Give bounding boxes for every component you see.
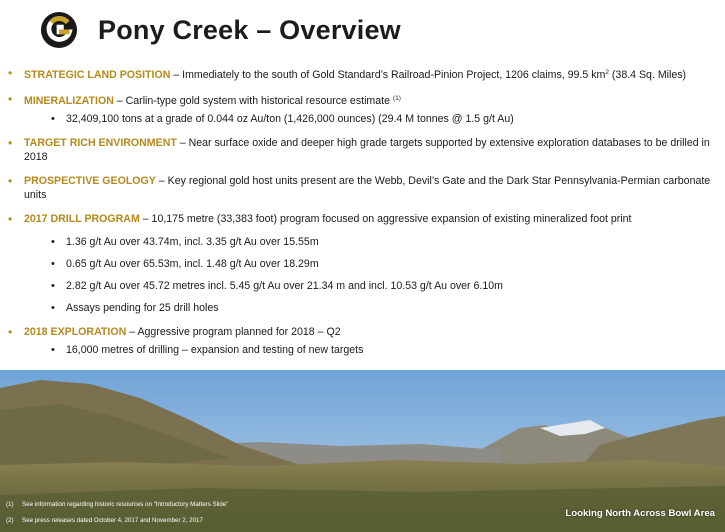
bullet-superscript: 2 bbox=[605, 69, 609, 76]
bullet-keyword: PROSPECTIVE GEOLOGY bbox=[24, 175, 156, 187]
footnote-text: See information regarding historic resources on “Introductory Matters Slide” bbox=[22, 501, 229, 508]
sub-bullet-item: • 1.36 g/t Au over 43.74m, incl. 3.35 g/t Au over 15.55m bbox=[24, 235, 720, 249]
bullet-keyword: TARGET RICH ENVIRONMENT bbox=[24, 137, 177, 149]
sub-bullet-item: • 16,000 metres of drilling – expansion and testing of new targets bbox=[24, 343, 720, 357]
footnote-number: (1) bbox=[6, 501, 14, 508]
bullet-text: – Aggressive program planned for 2018 – Q2 bbox=[126, 326, 341, 338]
bullet-item bbox=[8, 212, 720, 315]
bullet-item bbox=[8, 174, 720, 202]
bullet-superscript: (1) bbox=[392, 95, 401, 102]
sub-bullet-item: • 0.65 g/t Au over 65.53m, incl. 1.48 g/t Au over 18.29m bbox=[24, 257, 720, 271]
footnote-number: (2) bbox=[6, 517, 14, 524]
bullet-text: – Key regional gold host units present are the Webb, Devil’s Gate and the Dark Star Pennsylvania-Permian carbonate units bbox=[24, 175, 711, 201]
bullet-text: – Carlin-type gold system with historical resource estimate bbox=[113, 95, 393, 107]
photo-caption: Looking North Across Bowl Area bbox=[565, 508, 715, 519]
bullet-keyword: STRATEGIC LAND POSITION bbox=[24, 69, 171, 81]
bullet-item bbox=[8, 325, 720, 357]
sub-bullet-item: • 2.82 g/t Au over 45.72 metres incl. 5.45 g/t Au over 21.34 m and incl. 10.53 g/t Au over 6.10m bbox=[24, 279, 720, 293]
footnote-text: See press releases dated October 4, 2017 and November 2, 2017 bbox=[22, 517, 203, 524]
bullet-text: – Near surface oxide and deeper high grade targets supported by extensive exploration databases to be drilled in 2018 bbox=[24, 137, 710, 163]
bullet-keyword: MINERALIZATION bbox=[24, 95, 114, 107]
sub-bullet-item: • 32,409,100 tons at a grade of 0.044 oz Au/ton (1,426,000 ounces) (29.4 M tonnes @ 1.5 g/t Au) bbox=[24, 112, 720, 126]
page-title: Pony Creek – Overview bbox=[98, 14, 401, 45]
bullet-text: – Immediately to the south of Gold Standard’s Railroad-Pinion Project, 1206 claims, 99.5 km bbox=[170, 69, 606, 81]
overview-bullet-list bbox=[8, 66, 720, 367]
gold-standard-logo-icon bbox=[40, 11, 78, 49]
bullet-item bbox=[8, 136, 720, 164]
footnote-1 bbox=[6, 501, 228, 508]
bullet-item bbox=[8, 92, 720, 126]
sub-bullet-item: • Assays pending for 25 drill holes bbox=[24, 301, 720, 315]
bullet-text: – 10,175 metre (33,383 foot) program focused on aggressive expansion of existing mineralized foot print bbox=[139, 213, 632, 225]
bullet-item bbox=[8, 66, 720, 82]
bullet-text-after: (38.4 Sq. Miles) bbox=[608, 69, 687, 81]
slide-header bbox=[40, 8, 401, 52]
footnote-2 bbox=[6, 517, 203, 524]
bullet-keyword: 2018 EXPLORATION bbox=[24, 326, 127, 338]
bullet-keyword: 2017 DRILL PROGRAM bbox=[24, 213, 140, 225]
